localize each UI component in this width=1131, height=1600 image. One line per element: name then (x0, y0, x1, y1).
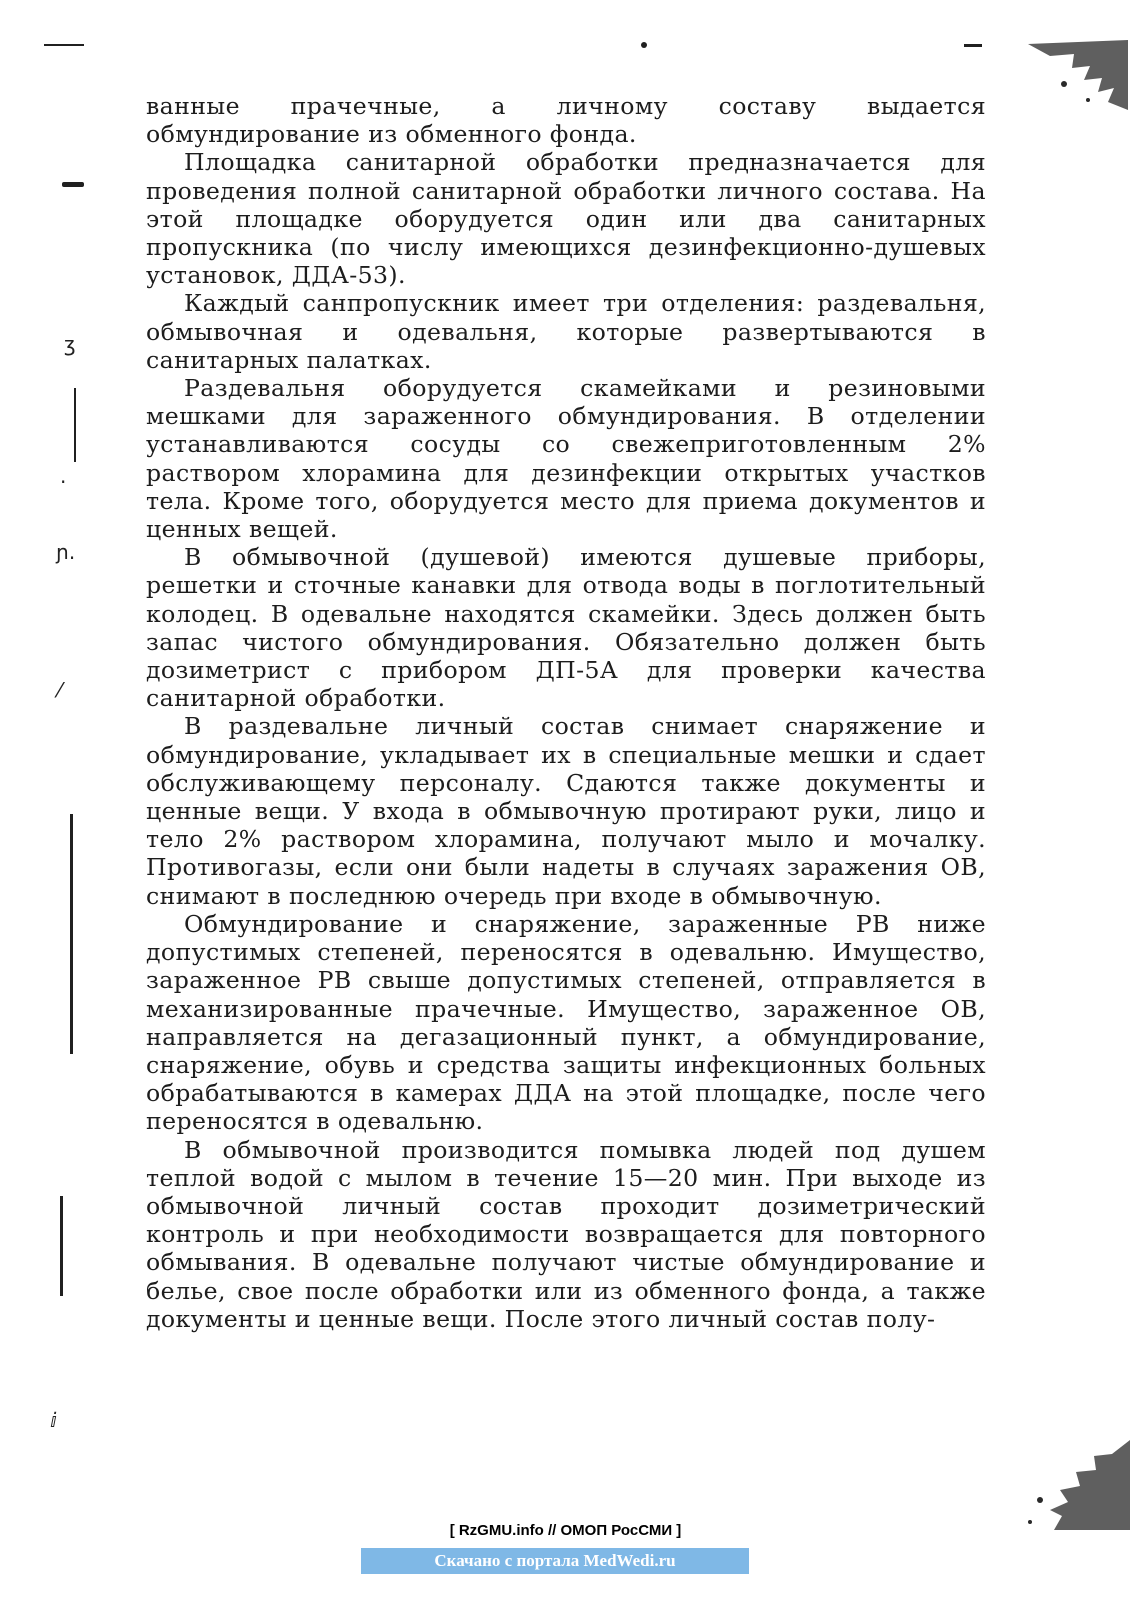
scan-speck-2: ɲ. (56, 540, 76, 564)
paragraph-4: Раздевальня оборудуется скамейками и резиновыми мешками для зараженного обмундирования. В отделении устанавливаются сосуды со свежеприготовленным 2% раствором хлорамина для дезинфекции открытых участков тела. Кроме того, оборудуется место для приема документов и ценных вещей. (146, 374, 986, 544)
paragraph-2: Площадка санитарной обработки предназначается для проведения полной санитарной обработки личного состава. На этой площадке оборудуется один или два санитарных пропускника (по числу имеющихся дезинфекционно-душевых установок, ДДА-53). (146, 148, 986, 290)
paragraph-5: В обмывочной (душевой) имеются душевые приборы, решетки и сточные канавки для отвода воды в поглотительный колодец. В одевальне находятся скамейки. Здесь должен быть запас чистого обмундирования. Обязательно должен быть дозиметрист с прибором ДП-5А для проверки качества санитарной обработки. (146, 543, 986, 713)
scan-line-left-1 (74, 388, 76, 462)
page-body (146, 92, 986, 1333)
footer-download-banner[interactable]: Скачано с портала MedWedi.ru (361, 1548, 749, 1574)
footer-credit: [ RzGMU.info // ОМОП РосСМИ ] (449, 1522, 682, 1539)
paragraph-8: В обмывочной производится помывка людей под душем теплой водой с мылом в течение 15—20 мин. При выходе из обмывочной личный состав проходит дозиметрический контроль и при необходимости возвращается для повторного обмывания. В одевальне получают чистые обмундирование и белье, свое после обработки или из обменного фонда, а также документы и ценные вещи. После этого личный состав полу- (146, 1135, 986, 1333)
scan-line-left-3 (60, 1196, 63, 1296)
paragraph-1: ванные прачечные, а личному составу выдается обмундирование из обменного фонда. (146, 92, 986, 149)
scan-mark-top-right (964, 44, 982, 47)
paragraph-7: Обмундирование и снаряжение, зараженные РВ ниже допустимых степеней, переносятся в одевальню. Имущество, зараженное РВ свыше допустимых степеней, отправляется в механизированные прачечные. Имущество, зараженное ОВ, направляется на дегазационный пункт, а обмундирование, снаряжение, обувь и средства защиты инфекционных больных обрабатываются в камерах ДДА на этой площадке, после чего переносятся в одевальню. (146, 909, 986, 1136)
scan-mark-top-left (44, 44, 84, 46)
scan-corner-bottom-right (1010, 1440, 1130, 1530)
scan-corner-top-right (1028, 40, 1128, 110)
scan-speck-5: ⅈ (50, 1408, 58, 1432)
scan-mark-left-dash (62, 182, 84, 187)
scan-line-left-2 (70, 814, 73, 1054)
paragraph-6: В раздевальне личный состав снимает снаряжение и обмундирование, укладывает их в специальные мешки и сдает обслуживающему персоналу. Сдаются также документы и ценные вещи. У входа в обмывочную протирают руки, лицо и тело 2% раствором хлорамина, получают мыло и мочалку. Противогазы, если они были надеты в случаях заражения ОВ, снимают в последнюю очередь при входе в обмывочную. (146, 712, 986, 910)
scan-speck-1: ʒ (64, 332, 76, 356)
scan-speck-3: ⁄ (58, 678, 62, 702)
scan-speck-4: · (60, 470, 67, 494)
scan-mark-top-center (641, 42, 647, 48)
paragraph-3: Каждый санпропускник имеет три отделения: раздевальня, обмывочная и одевальня, которые развертываются в санитарных палатках. (146, 289, 986, 374)
